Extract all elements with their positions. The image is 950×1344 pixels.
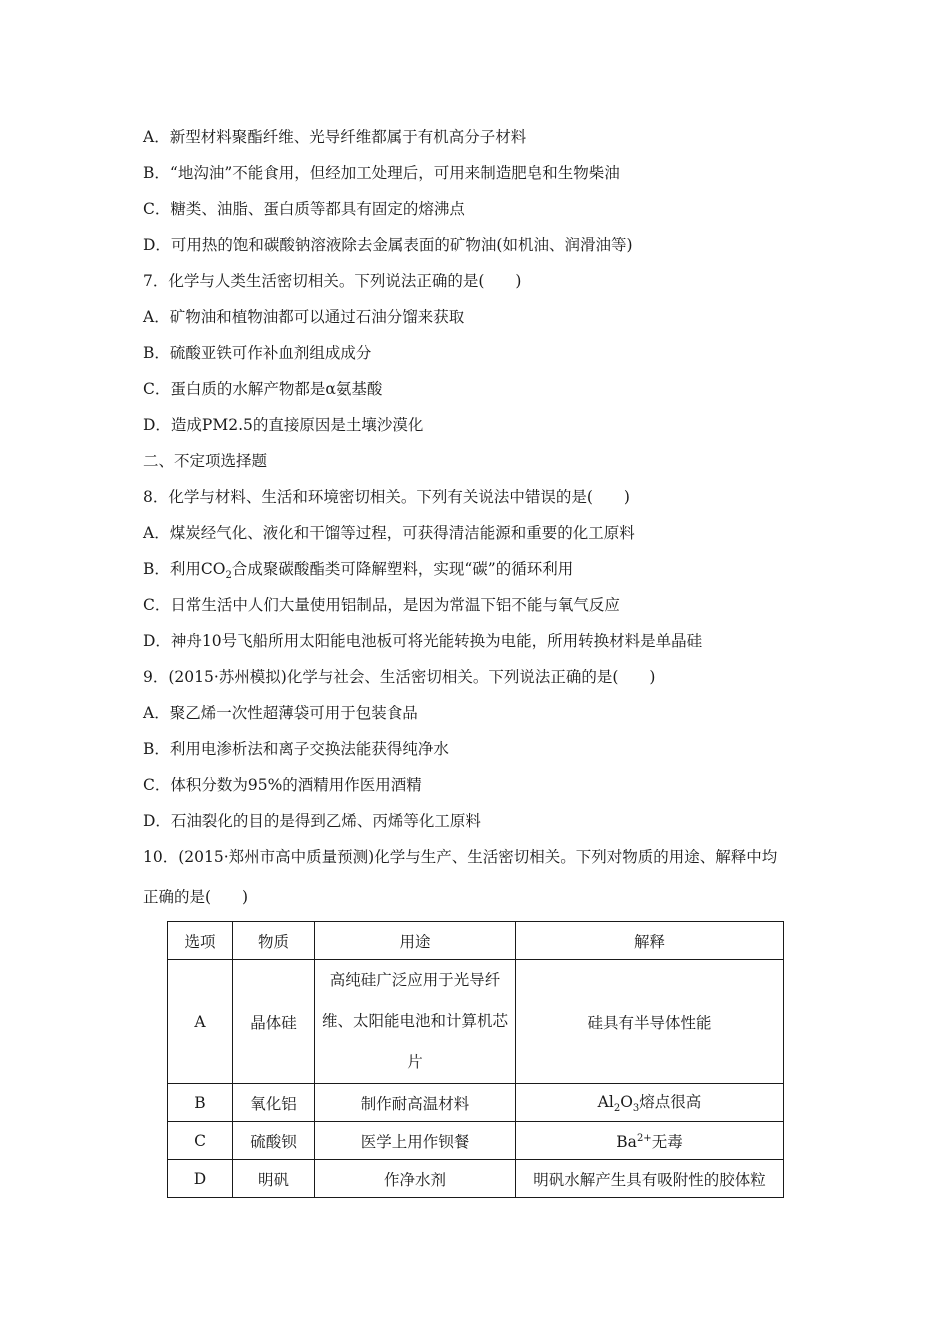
cell-reason: 明矾水解产生具有吸附性的胶体粒 [516, 1160, 784, 1198]
cell-reason: 硅具有半导体性能 [516, 960, 784, 1084]
cell-option: A [168, 960, 233, 1084]
q7-option-d: D．造成PM2.5的直接原因是土壤沙漠化 [143, 416, 424, 434]
q7-option-c: C．蛋白质的水解产物都是α氨基酸 [143, 380, 383, 398]
reason-post: 无毒 [651, 1132, 683, 1151]
q8-option-d: D．神舟10号飞船所用太阳能电池板可将光能转换为电能，所用转换材料是单晶硅 [143, 632, 703, 650]
reason-mid: O [620, 1093, 633, 1112]
q6-option-c: C．糖类、油脂、蛋白质等都具有固定的熔沸点 [143, 200, 465, 218]
q10-stem-line1: 10．(2015·郑州市高中质量预测)化学与生产、生活密切相关。下列对物质的用途、解释中均 [143, 848, 778, 866]
q8-option-a: A．煤炭经气化、液化和干馏等过程，可获得清洁能源和重要的化工原料 [143, 524, 635, 542]
header-reason: 解释 [516, 922, 784, 960]
q8-option-b-pre: B．利用CO [143, 560, 226, 578]
cell-use: 高纯硅广泛应用于光导纤维、太阳能电池和计算机芯片 [315, 960, 516, 1084]
q8-option-b [143, 559, 573, 586]
q6-option-d: D．可用热的饱和碳酸钠溶液除去金属表面的矿物油(如机油、润滑油等) [143, 236, 633, 254]
q7-stem: 7．化学与人类生活密切相关。下列说法正确的是( ) [143, 272, 522, 290]
cell-option: C [168, 1122, 233, 1160]
reason-sub2: 3 [632, 1103, 640, 1115]
section-heading: 二、不定项选择题 [143, 452, 268, 470]
table-row [168, 1160, 784, 1198]
q8-option-b-post: 合成聚碳酸酯类可降解塑料，实现“碳”的循环利用 [231, 560, 574, 578]
q10-table [167, 921, 784, 1198]
q8-option-c: C．日常生活中人们大量使用铝制品，是因为常温下铝不能与氧气反应 [143, 596, 620, 614]
cell-reason [516, 1122, 784, 1160]
q8-option-b-sub: 2 [225, 570, 232, 582]
cell-option: D [168, 1160, 233, 1198]
q9-option-d: D．石油裂化的目的是得到乙烯、丙烯等化工原料 [143, 812, 481, 830]
reason-post: 熔点很高 [639, 1093, 702, 1112]
header-option: 选项 [168, 922, 233, 960]
q7-option-b: B．硫酸亚铁可作补血剂组成成分 [143, 344, 372, 362]
cell-reason [516, 1084, 784, 1122]
cell-substance: 晶体硅 [233, 960, 315, 1084]
reason-sub1: 2 [613, 1103, 621, 1115]
table-row [168, 1084, 784, 1122]
q8-stem: 8．化学与材料、生活和环境密切相关。下列有关说法中错误的是( ) [143, 488, 630, 506]
table-row [168, 960, 784, 1084]
header-substance: 物质 [233, 922, 315, 960]
cell-option: B [168, 1084, 233, 1122]
cell-use: 医学上用作钡餐 [315, 1122, 516, 1160]
table-row [168, 1122, 784, 1160]
q6-option-b: B．“地沟油”不能食用，但经加工处理后，可用来制造肥皂和生物柴油 [143, 164, 620, 182]
q9-option-c: C．体积分数为95%的酒精用作医用酒精 [143, 776, 422, 794]
reason-sup: 2+ [636, 1132, 652, 1144]
cell-use: 作净水剂 [315, 1160, 516, 1198]
cell-substance: 硫酸钡 [233, 1122, 315, 1160]
cell-substance: 明矾 [233, 1160, 315, 1198]
q9-option-a: A．聚乙烯一次性超薄袋可用于包装食品 [143, 704, 418, 722]
table-header-row [168, 922, 784, 960]
cell-substance: 氧化铝 [233, 1084, 315, 1122]
cell-use: 制作耐高温材料 [315, 1084, 516, 1122]
q7-option-a: A．矿物油和植物油都可以通过石油分馏来获取 [143, 308, 465, 326]
q10-stem-line2: 正确的是( ) [143, 888, 249, 906]
q6-option-a: A．新型材料聚酯纤维、光导纤维都属于有机高分子材料 [143, 128, 527, 146]
q9-stem: 9．(2015·苏州模拟)化学与社会、生活密切相关。下列说法正确的是( ) [143, 668, 656, 686]
q9-option-b: B．利用电渗析法和离子交换法能获得纯净水 [143, 740, 449, 758]
reason-pre: Ba [616, 1132, 637, 1151]
header-use: 用途 [315, 922, 516, 960]
reason-pre: Al [597, 1093, 614, 1112]
